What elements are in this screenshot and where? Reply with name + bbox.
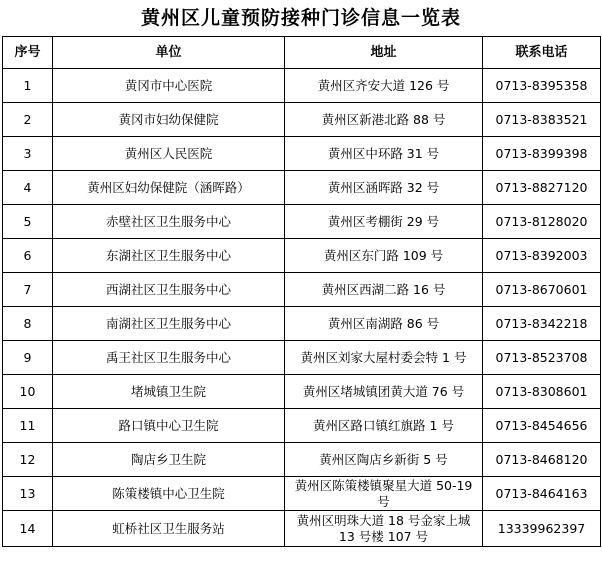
document-title: 黄州区儿童预防接种门诊信息一览表 <box>140 7 461 29</box>
cell-address: 黄州区路口镇红旗路 1 号 <box>285 409 483 443</box>
cell-phone: 0713-8399398 <box>483 137 601 171</box>
cell-address: 黄州区齐安大道 126 号 <box>285 69 483 103</box>
cell-phone: 0713-8827120 <box>483 171 601 205</box>
table-row <box>3 477 601 511</box>
cell-phone: 0713-8342218 <box>483 307 601 341</box>
table-row <box>3 273 601 307</box>
cell-address: 黄州区南湖路 86 号 <box>285 307 483 341</box>
table-row <box>3 511 601 547</box>
cell-phone: 0713-8454656 <box>483 409 601 443</box>
cell-address: 黄州区西湖二路 16 号 <box>285 273 483 307</box>
cell-phone: 0713-8383521 <box>483 103 601 137</box>
cell-unit: 虹桥社区卫生服务站 <box>53 511 285 547</box>
cell-address: 黄州区涵晖路 32 号 <box>285 171 483 205</box>
cell-no: 9 <box>3 341 53 375</box>
cell-no: 1 <box>3 69 53 103</box>
cell-unit: 西湖社区卫生服务中心 <box>53 273 285 307</box>
cell-address: 黄州区考棚街 29 号 <box>285 205 483 239</box>
cell-no: 6 <box>3 239 53 273</box>
table-row <box>3 341 601 375</box>
cell-unit: 陶店乡卫生院 <box>53 443 285 477</box>
table-row <box>3 137 601 171</box>
cell-no: 2 <box>3 103 53 137</box>
table-header-row <box>3 37 601 69</box>
cell-unit: 路口镇中心卫生院 <box>53 409 285 443</box>
cell-unit: 黄冈市中心医院 <box>53 69 285 103</box>
cell-no: 12 <box>3 443 53 477</box>
cell-phone: 0713-8392003 <box>483 239 601 273</box>
cell-unit: 黄州区妇幼保健院（涵晖路） <box>53 171 285 205</box>
cell-unit: 黄州区人民医院 <box>53 137 285 171</box>
header-address: 地址 <box>285 37 483 69</box>
cell-unit: 堵城镇卫生院 <box>53 375 285 409</box>
cell-address: 黄州区新港北路 88 号 <box>285 103 483 137</box>
cell-phone: 0713-8464163 <box>483 477 601 511</box>
table-row <box>3 375 601 409</box>
table-row <box>3 409 601 443</box>
cell-unit: 赤壁社区卫生服务中心 <box>53 205 285 239</box>
cell-phone: 13339962397 <box>483 511 601 547</box>
table-row <box>3 103 601 137</box>
cell-address: 黄州区陶店乡新街 5 号 <box>285 443 483 477</box>
cell-address: 黄州区陈策楼镇聚星大道 50-19 号 <box>285 477 483 511</box>
table-row <box>3 69 601 103</box>
table-row <box>3 171 601 205</box>
cell-no: 10 <box>3 375 53 409</box>
cell-no: 7 <box>3 273 53 307</box>
cell-phone: 0713-8670601 <box>483 273 601 307</box>
cell-unit: 禹王社区卫生服务中心 <box>53 341 285 375</box>
header-phone: 联系电话 <box>483 37 601 69</box>
cell-address: 黄州区明珠大道 18 号金家上城 13 号楼 107 号 <box>285 511 483 547</box>
cell-no: 13 <box>3 477 53 511</box>
cell-no: 14 <box>3 511 53 547</box>
cell-unit: 南湖社区卫生服务中心 <box>53 307 285 341</box>
cell-address: 黄州区东门路 109 号 <box>285 239 483 273</box>
cell-no: 11 <box>3 409 53 443</box>
cell-no: 8 <box>3 307 53 341</box>
cell-unit: 陈策楼镇中心卫生院 <box>53 477 285 511</box>
cell-unit: 黄冈市妇幼保健院 <box>53 103 285 137</box>
cell-phone: 0713-8395358 <box>483 69 601 103</box>
clinic-table <box>2 36 601 547</box>
cell-address: 黄州区堵城镇团黄大道 76 号 <box>285 375 483 409</box>
cell-phone: 0713-8308601 <box>483 375 601 409</box>
table-row <box>3 307 601 341</box>
cell-address: 黄州区中环路 31 号 <box>285 137 483 171</box>
cell-phone: 0713-8523708 <box>483 341 601 375</box>
cell-phone: 0713-8128020 <box>483 205 601 239</box>
table-body <box>3 69 601 547</box>
table-row <box>3 443 601 477</box>
cell-phone: 0713-8468120 <box>483 443 601 477</box>
cell-no: 3 <box>3 137 53 171</box>
cell-no: 5 <box>3 205 53 239</box>
header-unit: 单位 <box>53 37 285 69</box>
cell-unit: 东湖社区卫生服务中心 <box>53 239 285 273</box>
table-row <box>3 205 601 239</box>
cell-no: 4 <box>3 171 53 205</box>
cell-address: 黄州区刘家大屋村委会特 1 号 <box>285 341 483 375</box>
table-row <box>3 239 601 273</box>
header-no: 序号 <box>3 37 53 69</box>
